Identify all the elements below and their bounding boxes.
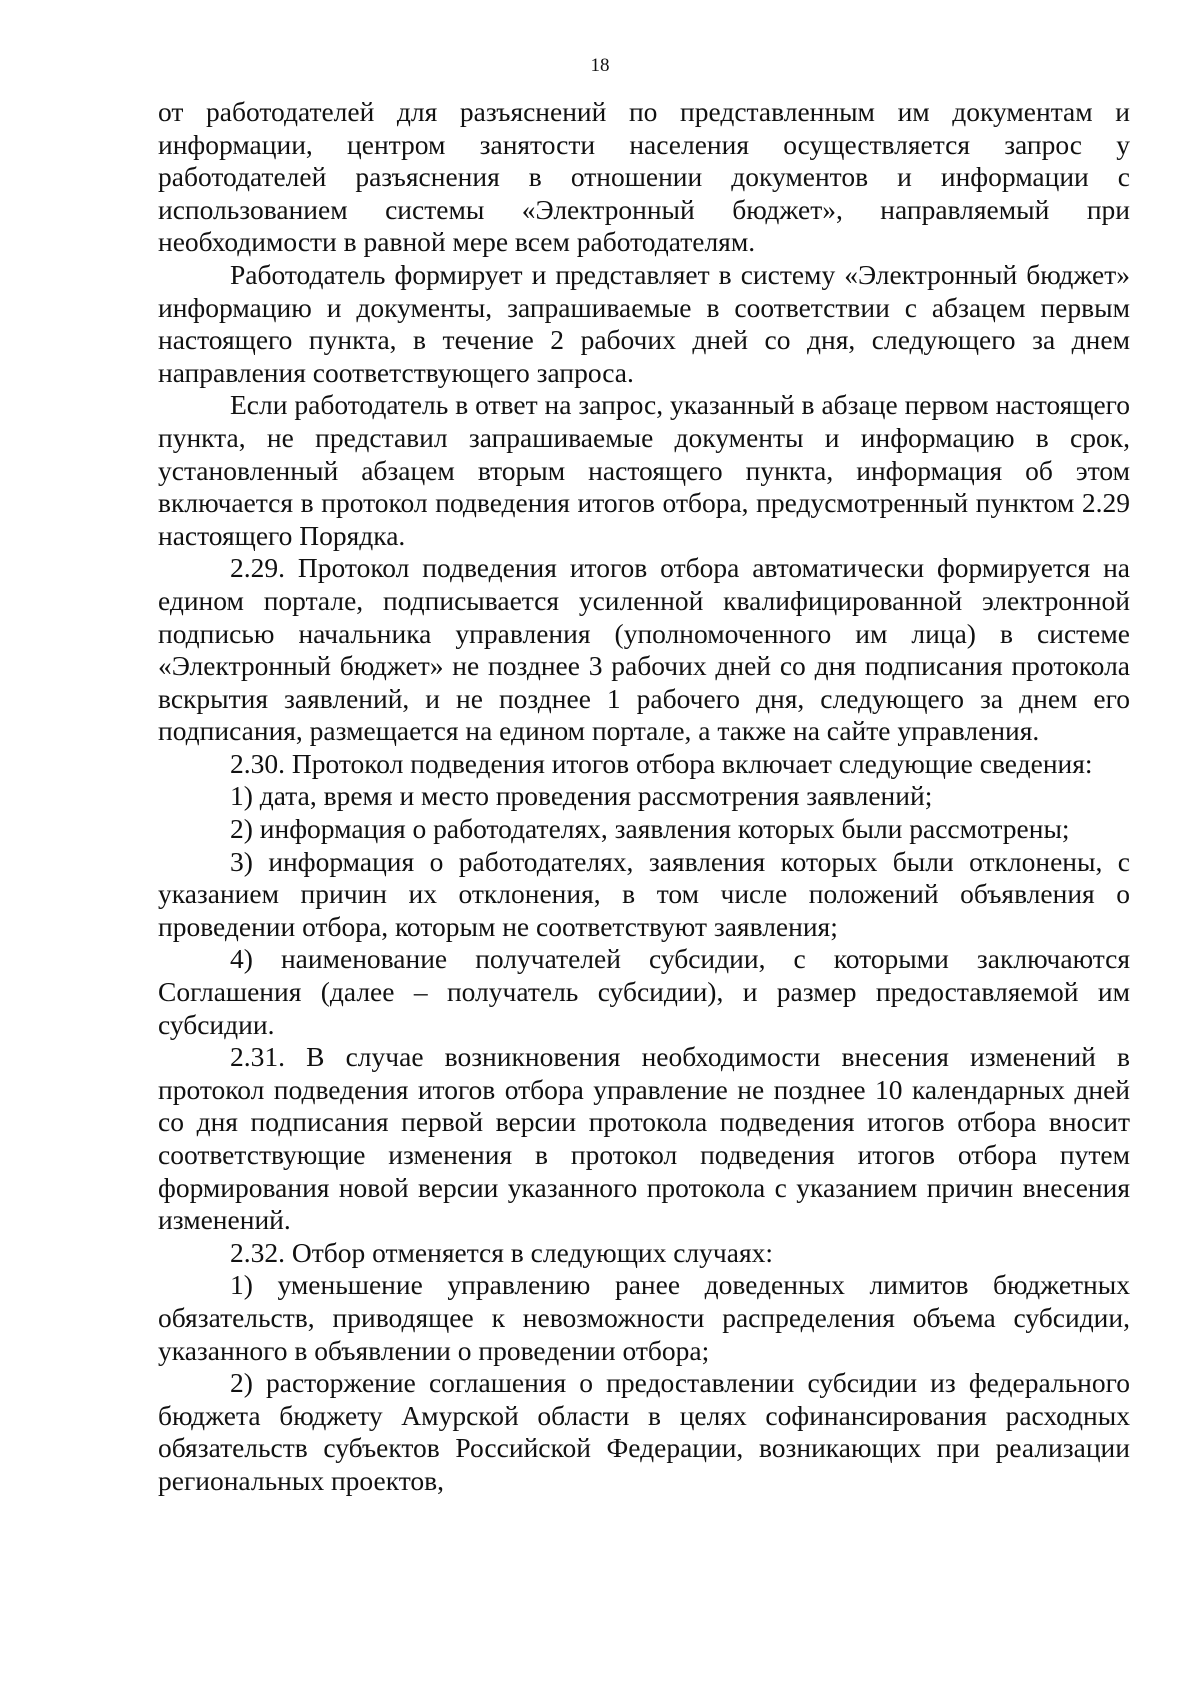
list-item-2-32-1: 1) уменьшение управлению ранее доведенных лимитов бюджетных обязательств, приводящее к невозможности распределения объема субсидии, указанного в объявлении о проведении отбора; — [158, 1269, 1130, 1366]
paragraph-continuation: от работодателей для разъяснений по представленным им документам и информации, центром занятости населения осуществляется запрос у работодателей разъяснения в отношении документов и информации с использованием системы «Электронный бюджет», направляемый при необходимости в равной мере всем работодателям. — [158, 96, 1130, 258]
paragraph-2-29: 2.29. Протокол подведения итогов отбора автоматически формируется на едином портале, подписывается усиленной квалифицированной электронной подписью начальника управления (уполномоченного им лица) в системе «Электронный бюджет» не позднее 3 рабочих дней со дня подписания протокола вскрытия заявлений, и не позднее 1 рабочего дня, следующего за днем его подписания, размещается на едином портале, а также на сайте управления. — [158, 552, 1130, 747]
list-item-2-30-3: 3) информация о работодателях, заявления которых были отклонены, с указанием причин их отклонения, в том числе положений объявления о проведении отбора, которым не соответствуют заявления; — [158, 845, 1130, 942]
paragraph-missing-documents: Если работодатель в ответ на запрос, указанный в абзаце первом настоящего пункта, не представил запрашиваемые документы и информацию в срок, установленный абзацем вторым настоящего пункта, информация об этом включается в протокол подведения итогов отбора, предусмотренный пунктом 2.29 настоящего Порядка. — [158, 389, 1130, 551]
document-body — [158, 96, 1130, 1498]
list-item-2-30-4: 4) наименование получателей субсидии, с которыми заключаются Соглашения (далее – получатель субсидии), и размер предоставляемой им субсидии. — [158, 943, 1130, 1040]
list-item-2-30-1: 1) дата, время и место проведения рассмотрения заявлений; — [230, 780, 933, 812]
paragraph-2-30: 2.30. Протокол подведения итогов отбора включает следующие сведения: — [230, 747, 1093, 779]
list-item-2-30-2: 2) информация о работодателях, заявления которых были рассмотрены; — [230, 813, 1070, 845]
paragraph-employer-submission: Работодатель формирует и представляет в систему «Электронный бюджет» информацию и документы, запрашиваемые в соответствии с абзацем первым настоящего пункта, в течение 2 рабочих дней со дня, следующего за днем направления соответствующего запроса. — [158, 258, 1130, 388]
paragraph-2-31: 2.31. В случае возникновения необходимости внесения изменений в протокол подведения итогов отбора управление не позднее 10 календарных дней со дня подписания первой версии протокола подведения итогов отбора вносит соответствующие изменения в протокол подведения итогов отбора путем формирования новой версии указанного протокола с указанием причин внесения изменений. — [158, 1041, 1130, 1236]
paragraph-2-32: 2.32. Отбор отменяется в следующих случаях: — [230, 1236, 773, 1268]
list-item-2-32-2: 2) расторжение соглашения о предоставлении субсидии из федерального бюджета бюджету Амурской области в целях софинансирования расходных обязательств субъектов Российской Федерации, возникающих при реализации региональных проектов, — [158, 1367, 1130, 1496]
page-number: 18 — [590, 55, 610, 76]
